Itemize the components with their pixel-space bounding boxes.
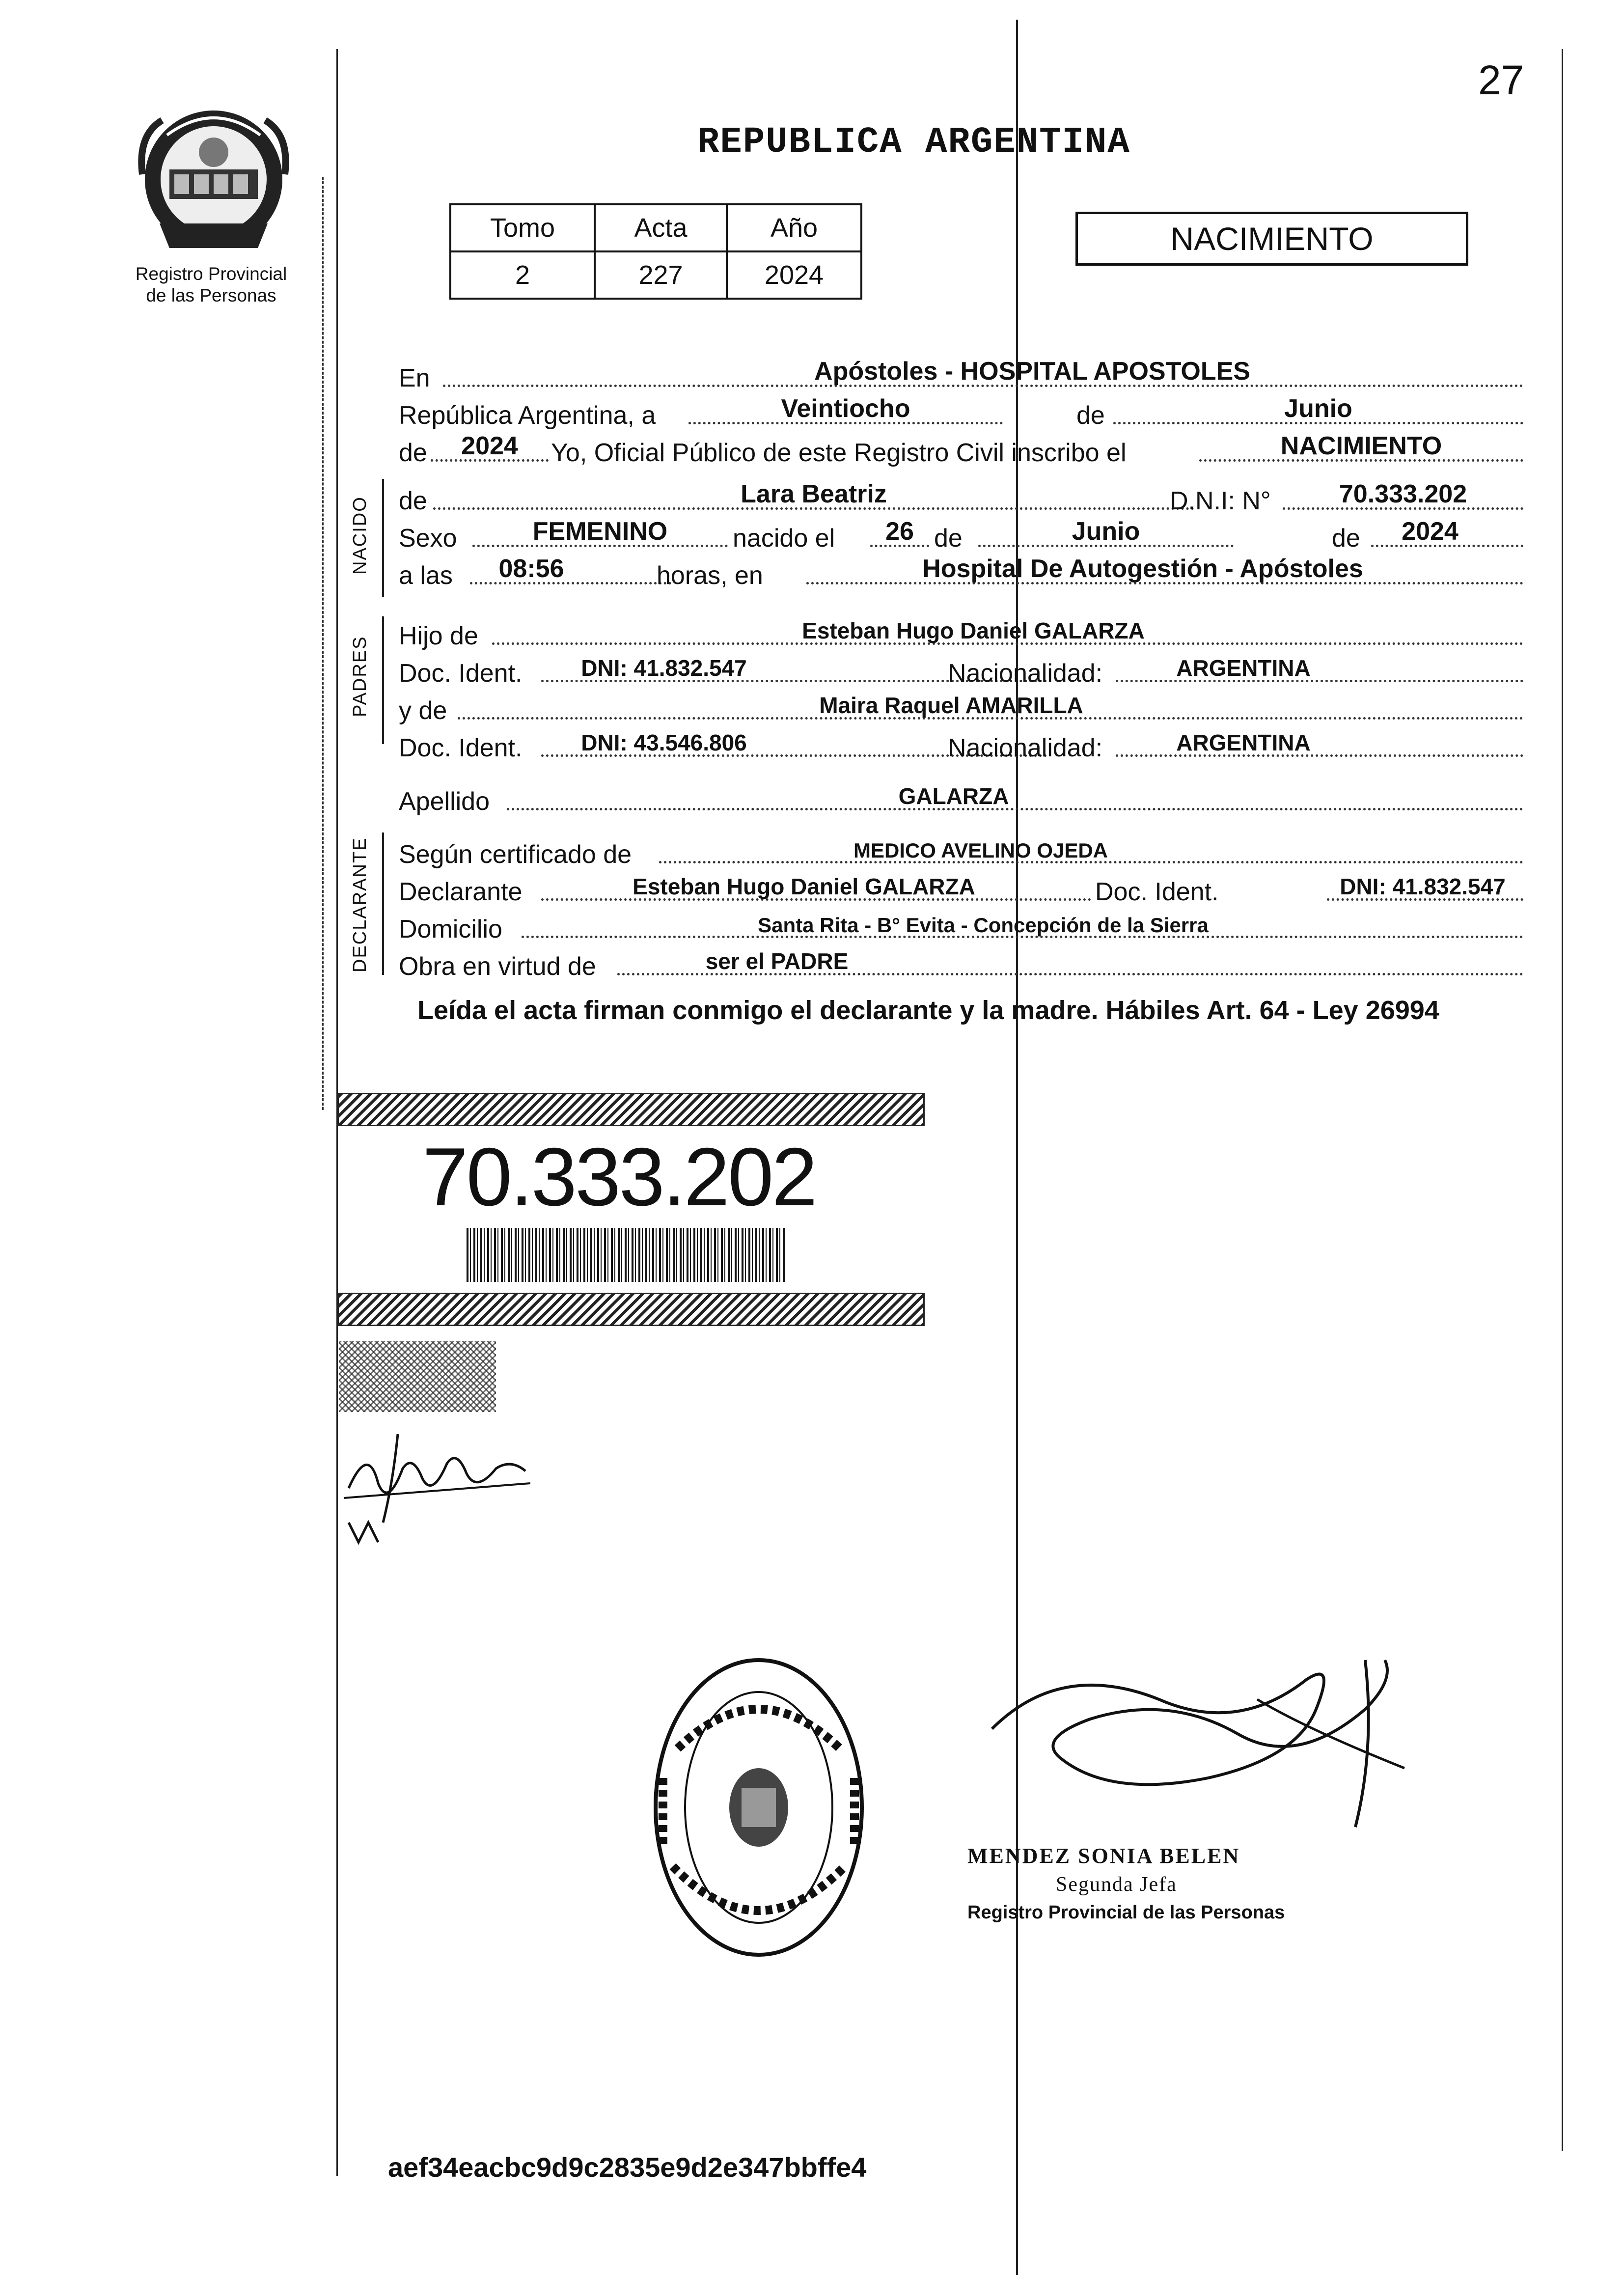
apellido-value: GALARZA: [898, 783, 1009, 809]
tomo-header: Tomo: [450, 204, 595, 251]
security-pattern: [339, 1341, 496, 1412]
page-number: 27: [1478, 57, 1524, 103]
row-sexo: [399, 514, 1528, 551]
row-republica: [399, 391, 1528, 428]
row-apellido: [399, 777, 1528, 814]
left-margin-dashed-line: [322, 177, 324, 1110]
nacido-el-label: nacido el: [733, 524, 835, 553]
declarant-signature: [339, 1424, 535, 1554]
birth-de-label-2: de: [1332, 524, 1360, 553]
official-stamp: [648, 1650, 869, 1967]
sexo-value: FEMENINO: [532, 517, 668, 546]
acta-value: 227: [595, 251, 727, 299]
row-en: [399, 354, 1528, 391]
right-margin-line: [1562, 49, 1563, 2151]
act-kind-value: NACIMIENTO: [1280, 432, 1442, 460]
barcode: [467, 1228, 786, 1282]
row-nacido-de: [399, 476, 1528, 514]
de-label: de: [1076, 401, 1105, 430]
birth-month-value: Junio: [1072, 517, 1140, 546]
birth-year-value: 2024: [1402, 517, 1459, 546]
closing-notice: Leída el acta firman conmigo el declarante y la madre. Hábiles Art. 64 - Ley 26994: [417, 996, 1439, 1025]
alas-label: a las: [399, 561, 453, 590]
father-nationality-value: ARGENTINA: [1176, 655, 1311, 681]
place-value: Apóstoles - HOSPITAL APOSTOLES: [814, 357, 1250, 386]
row-oficial: [399, 428, 1528, 466]
province-logo: [133, 106, 295, 260]
birth-place-value: Hospital De Autogestión - Apóstoles: [922, 555, 1363, 583]
acta-header: Acta: [595, 204, 727, 251]
month-value: Junio: [1284, 394, 1352, 423]
logo-caption-line2: de las Personas: [146, 285, 276, 305]
birth-de-label: de: [934, 524, 963, 553]
birth-time-value: 08:56: [498, 555, 564, 583]
father-doc-label: Doc. Ident.: [399, 659, 523, 688]
logo-caption: [113, 263, 309, 306]
row-hijo-de: [399, 611, 1528, 649]
security-band-bottom: [337, 1293, 925, 1326]
de-year-label: de: [399, 439, 427, 467]
certificado-label: Según certificado de: [399, 840, 632, 869]
hijo-de-label: Hijo de: [399, 622, 478, 650]
father-nationality-label: Nacionalidad:: [948, 659, 1103, 688]
ano-header: Año: [727, 204, 861, 251]
dni-label: D.N.I: N°: [1170, 487, 1271, 515]
row-mother-doc: [399, 723, 1528, 761]
mother-doc-label: Doc. Ident.: [399, 734, 523, 762]
declarante-doc-value: DNI: 41.832.547: [1340, 874, 1506, 899]
row-y-de: [399, 686, 1528, 723]
declarante-name-value: Esteban Hugo Daniel GALARZA: [633, 874, 975, 899]
year-value: 2024: [461, 432, 518, 460]
row-alas: [399, 551, 1528, 588]
record-table: [449, 203, 862, 300]
declarante-section-label: DECLARANTE: [350, 837, 370, 972]
obra-label: Obra en virtud de: [399, 952, 596, 981]
domicilio-value: Santa Rita - B° Evita - Concepción de la Sierra: [758, 914, 1209, 937]
declarante-label: Declarante: [399, 878, 523, 906]
nacido-section-label: NACIDO: [350, 496, 370, 575]
mother-doc-value: DNI: 43.546.806: [581, 730, 747, 755]
oficial-text: Yo, Oficial Público de este Registro Civil inscribo el: [551, 439, 1127, 467]
row-certificado: [399, 830, 1528, 867]
certificado-value: MEDICO AVELINO OJEDA: [853, 839, 1108, 862]
document-type-box: NACIMIENTO: [1075, 212, 1468, 266]
signer-name: MENDEZ SONIA BELEN: [967, 1844, 1240, 1868]
record-table-value-row: [450, 251, 861, 299]
mother-nationality-label: Nacionalidad:: [948, 734, 1103, 762]
nacido-de-label: de: [399, 487, 427, 515]
ano-value: 2024: [727, 251, 861, 299]
row-obra: [399, 942, 1528, 979]
horas-label: horas, en: [657, 561, 763, 590]
row-father-doc: [399, 649, 1528, 686]
mother-name-value: Maira Raquel AMARILLA: [819, 693, 1083, 718]
birth-day-value: 26: [885, 517, 914, 546]
mother-nationality-value: ARGENTINA: [1176, 730, 1311, 755]
signer-role: Segunda Jefa: [1056, 1873, 1177, 1896]
declarante-doc-label: Doc. Ident.: [1095, 878, 1219, 906]
row-declarante: [399, 867, 1528, 905]
tomo-value: 2: [450, 251, 595, 299]
row-domicilio: [399, 905, 1528, 942]
sexo-label: Sexo: [399, 524, 457, 553]
apellido-label: Apellido: [399, 787, 490, 816]
obra-value: ser el PADRE: [705, 948, 849, 974]
father-doc-value: DNI: 41.832.547: [581, 655, 747, 681]
signer-org: Registro Provincial de las Personas: [967, 1902, 1285, 1923]
domicilio-label: Domicilio: [399, 915, 502, 943]
security-band-top: [337, 1093, 925, 1126]
y-de-label: y de: [399, 696, 447, 725]
logo-caption-line1: Registro Provincial: [135, 264, 287, 284]
document-hash: aef34eacbc9d9c2835e9d2e347bbffe4: [388, 2152, 867, 2183]
child-dni-value: 70.333.202: [1339, 480, 1467, 508]
record-table-header-row: [450, 204, 861, 251]
en-label: En: [399, 364, 430, 392]
padres-section-label: PADRES: [350, 636, 370, 717]
child-name-value: Lara Beatriz: [741, 480, 887, 508]
country-title: REPUBLICA ARGENTINA: [697, 122, 1130, 163]
id-number-large: 70.333.202: [422, 1131, 816, 1223]
nacido-bracket: [382, 479, 384, 597]
father-name-value: Esteban Hugo Daniel GALARZA: [802, 618, 1145, 643]
republica-label: República Argentina, a: [399, 401, 656, 430]
padres-bracket: [382, 616, 384, 744]
declarante-bracket: [382, 832, 384, 975]
day-words-value: Veintiocho: [781, 394, 910, 423]
officer-signature: [963, 1650, 1454, 1839]
